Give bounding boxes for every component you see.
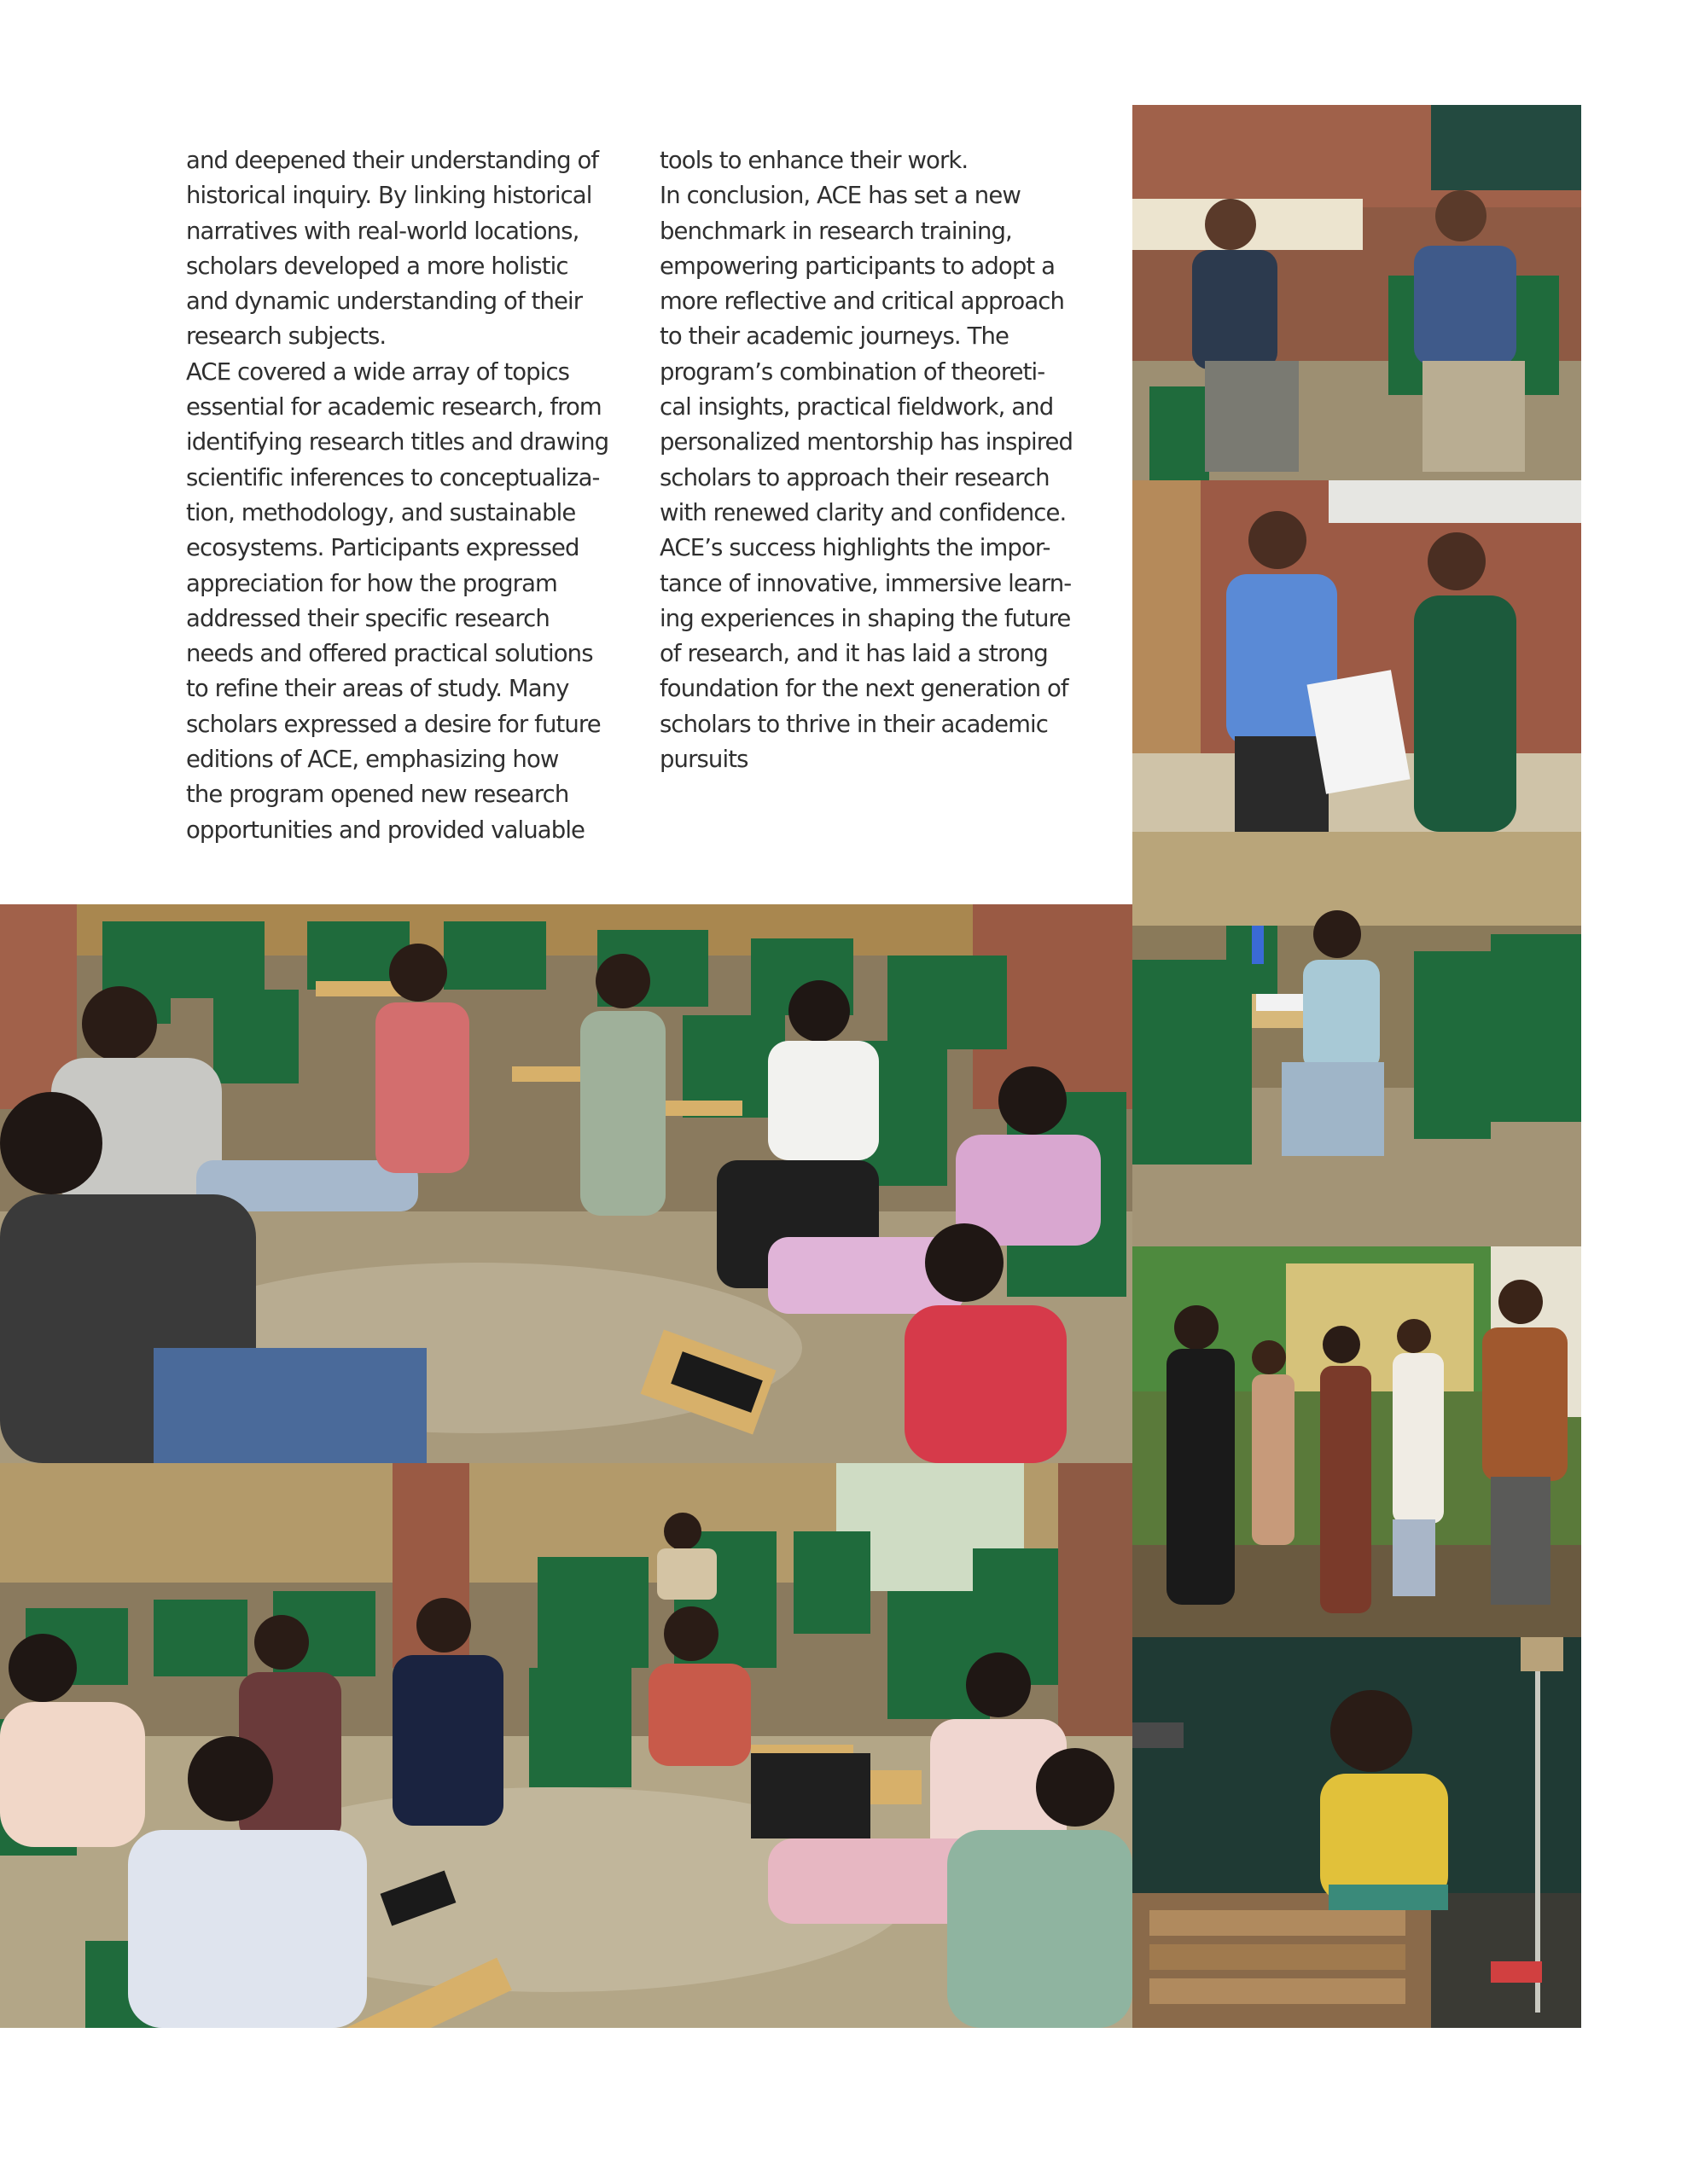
article-text-line: ACE’s success highlights the impor- <box>660 534 1050 562</box>
article-text-line: to refine their areas of study. Many <box>186 675 569 703</box>
article-text-line: program’s combination of theoreti- <box>660 357 1045 386</box>
article-text-line: narratives with real-world locations, <box>186 217 579 245</box>
article-text-line: empowering participants to adopt a <box>660 252 1056 280</box>
article-text-line: more reflective and critical approach <box>660 288 1065 316</box>
article-text-line: and dynamic understanding of their <box>186 288 583 316</box>
article-text-line: to their academic journeys. The <box>660 322 1009 351</box>
photo-mentors-discussion <box>1132 105 1581 480</box>
article-column-left <box>186 143 613 848</box>
article-text-line: with renewed clarity and confidence. <box>660 498 1067 526</box>
photo-presentation-chalkboard <box>1132 1637 1581 2028</box>
article-text-line: foundation for the next generation of <box>660 675 1068 703</box>
article-text-line: ACE covered a wide array of topics <box>186 357 570 386</box>
article-text-line: ing experiences in shaping the future <box>660 604 1071 632</box>
article-text-line: needs and offered practical solutions <box>186 640 593 668</box>
photo-field-visit <box>1132 1246 1581 1637</box>
article-text-line: scholars to approach their research <box>660 463 1050 491</box>
article-text-line: opportunities and provided valuable <box>186 816 585 844</box>
article-text-line: identifying research titles and drawing <box>186 428 609 456</box>
article-text-line: of research, and it has laid a strong <box>660 640 1048 668</box>
article-text-line: cal insights, practical fieldwork, and <box>660 393 1054 421</box>
article-text-line: ecosystems. Participants expressed <box>186 534 579 562</box>
article-text-line: pursuits <box>660 746 748 774</box>
photo-group-discussion <box>0 904 1132 1463</box>
article-text-line: addressed their specific research <box>186 604 550 632</box>
photo-classroom-session <box>0 1463 1132 2028</box>
article-text-line: and deepened their understanding of <box>186 147 599 174</box>
article-text-line: essential for academic research, from <box>186 393 602 421</box>
article-text-line: personalized mentorship has inspired <box>660 428 1073 456</box>
article-text-line: benchmark in research training, <box>660 217 1012 245</box>
article-column-right <box>660 143 1112 777</box>
article-text-line: tion, methodology, and sustainable <box>186 498 576 526</box>
article-text-line: scholars developed a more holistic <box>186 252 568 280</box>
article-text-line: In conclusion, ACE has set a new <box>660 182 1021 210</box>
photo-scholar-writing <box>1132 832 1581 1246</box>
article-text-line: tools to enhance their work. <box>660 147 969 174</box>
article-text-line: scholars expressed a desire for future <box>186 710 601 738</box>
photo-certificate-handover <box>1132 480 1581 832</box>
article-text-line: appreciation for how the program <box>186 569 557 597</box>
article-text-line: editions of ACE, emphasizing how <box>186 746 559 774</box>
article-text-line: the program opened new research <box>186 781 569 809</box>
article-text-line: scholars to thrive in their academic <box>660 710 1048 738</box>
article-text-line: tance of innovative, immersive learn- <box>660 569 1072 597</box>
article-text-line: scientific inferences to conceptualiza- <box>186 463 600 491</box>
article-text-line: historical inquiry. By linking historical <box>186 182 592 210</box>
article-text-line: research subjects. <box>186 322 387 351</box>
